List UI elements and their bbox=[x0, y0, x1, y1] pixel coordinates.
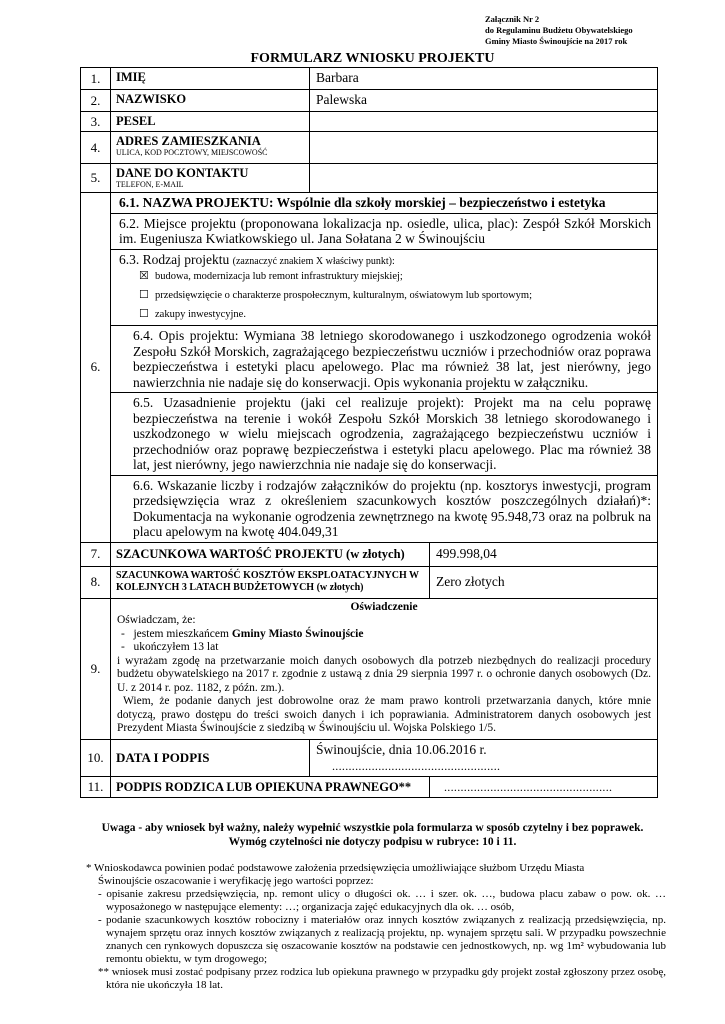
operating-costs-value[interactable]: Zero złotych bbox=[430, 566, 658, 598]
annex-note bbox=[485, 14, 633, 47]
estimated-value-label: SZACUNKOWA WARTOŚĆ PROJEKTU (w złotych) bbox=[111, 542, 430, 566]
contact-label-cell bbox=[111, 164, 310, 193]
bullet-text: jestem mieszkańcem bbox=[133, 627, 229, 640]
row-number: 3. bbox=[81, 112, 111, 132]
declaration-title: Oświadczenie bbox=[350, 600, 418, 613]
row-project-description bbox=[81, 193, 658, 543]
declaration-consent: i wyrażam zgodę na przetwarzanie moich danych osobowych dla potrzeb niezbędnych do realizacji procedury budżetu obywatelskiego na 2017 r. zgodnie z ustawą z dnia 29 sierpnia 1997 r. o ochronie danych osobowych (Dz. U. z 2014 r. poz. 1182, z późn. zm.). bbox=[117, 654, 652, 694]
footnote-1a: * Wnioskodawca powinien podać podstawowe założenia przedsięwzięcia umożliwiające służbom Urzędu Miasta bbox=[86, 862, 585, 874]
row-contact bbox=[81, 164, 658, 193]
annex-line-1: Załącznik Nr 2 bbox=[485, 14, 540, 24]
row-estimated-value bbox=[81, 542, 658, 566]
row-number: 7. bbox=[81, 542, 111, 566]
row-number: 5. bbox=[81, 164, 111, 193]
project-attachments[interactable]: 6.6. Wskazanie liczby i rodzajów załączników do projektu (np. kosztorys inwestycji, program przedsięwzięcia wraz z określeniem szacunkowych kosztów poszczególnych działań)*: Dokumentacja na wykonanie ogrodzenia zewnętrznego na kwotę 95.948,73 oraz na polbruk na placu apelowym na kwotę 404.049,31 bbox=[133, 477, 652, 539]
first-name-value[interactable]: Barbara bbox=[310, 68, 658, 90]
footnotes bbox=[86, 862, 666, 992]
checkbox-icon[interactable]: ☐ bbox=[139, 308, 149, 320]
row-number: 2. bbox=[81, 90, 111, 112]
annex-line-3: Gminy Miasto Świnoujście na 2017 rok bbox=[485, 36, 628, 46]
address-label-cell bbox=[111, 132, 310, 164]
guardian-signature-value[interactable] bbox=[430, 776, 658, 797]
annex-line-2: do Regulaminu Budżetu Obywatelskiego bbox=[485, 25, 633, 35]
date-signature-value[interactable] bbox=[310, 739, 658, 776]
bullet-bold: Gminy Miasto Świnoujście bbox=[231, 627, 364, 640]
row-operating-costs bbox=[81, 566, 658, 598]
declaration-intro: Oświadczam, że: bbox=[117, 614, 196, 626]
contact-value[interactable] bbox=[310, 164, 658, 193]
declaration bbox=[111, 598, 658, 739]
row-date-signature bbox=[81, 739, 658, 776]
project-justification[interactable]: 6.5. Uzasadnienie projektu (jaki cel realizuje projekt): Projekt ma na celu poprawę bezpieczeństwa na terenie i wokół Zespołu Szkół Morskich 38 letniego skorodowanego i uszkodzonego w wielu miejscach ogrodzenia, zagrażającego bezpieczeństwu uczniów i przechodniów oraz poprawę bezpieczeństwa i estetyki placu apelowego. Plac ma również 38 lat, jest nierówny, jego nawierzchnia nie nadaje się do konserwacji. bbox=[111, 393, 657, 476]
estimated-value[interactable]: 499.998,04 bbox=[430, 542, 658, 566]
bullet-text: ukończyłem 13 lat bbox=[133, 641, 219, 653]
option-label: budowa, modernizacja lub remont infrastruktury miejskiej; bbox=[155, 271, 403, 282]
operating-costs-label: SZACUNKOWA WARTOŚĆ KOSZTÓW EKSPLOATACYJNYCH W KOLEJNYCH 3 LATACH BUDŻETOWYCH (w złotych) bbox=[111, 566, 430, 598]
signature-line: ................................................... bbox=[444, 779, 613, 794]
contact-sublabel: TELEFON, E-MAIL bbox=[116, 180, 184, 189]
project-name-label: 6.1. NAZWA PROJEKTU: bbox=[119, 195, 274, 210]
signature-line: ................................................... bbox=[332, 758, 501, 773]
address-value[interactable] bbox=[310, 132, 658, 164]
declaration-bullet: - jestem mieszkańcem Gminy Miasto Świnoujście bbox=[121, 627, 364, 640]
form-title: FORMULARZ WNIOSKU PROJEKTU bbox=[250, 51, 495, 66]
validity-warning bbox=[85, 821, 660, 849]
row-number: 9. bbox=[81, 598, 111, 739]
row-number: 1. bbox=[81, 68, 111, 90]
address-sublabel: ULICA, KOD POCZTOWY, MIEJSCOWOŚĆ bbox=[116, 148, 268, 157]
project-type-option[interactable] bbox=[119, 288, 651, 303]
checkbox-icon[interactable]: ☐ bbox=[139, 289, 149, 301]
warning-line-1: Uwaga - aby wniosek był ważny, należy wypełnić wszystkie pola formularza w sposób czytelny i bez poprawek. bbox=[101, 822, 644, 834]
address-label: ADRES ZAMIESZKANIA bbox=[116, 134, 261, 148]
checked-checkbox-icon[interactable]: ☒ bbox=[139, 270, 149, 282]
project-type-option[interactable] bbox=[119, 307, 651, 322]
project-location[interactable]: 6.2. Miejsce projektu (proponowana lokalizacja np. osiedle, ulica, plac): Zespół Szkół Morskich im. Eugeniusza Kwiatkowskiego ul. Jana Sołatana 2 w Świnoujściu bbox=[111, 214, 657, 250]
footnote-2: - opisanie zakresu przedsięwzięcia, np. remont ulicy o długości ok. … i szer. ok. …, budowa placu zabaw o pow. ok. … wyposażonego w następujące elementy: …; organizacja zajęć edukacyjnych dla ok. … osób, bbox=[98, 888, 666, 913]
guardian-signature-label: PODPIS RODZICA LUB OPIEKUNA PRAWNEGO** bbox=[111, 776, 430, 797]
row-pesel bbox=[81, 112, 658, 132]
option-label: zakupy inwestycyjne. bbox=[155, 309, 246, 320]
project-type bbox=[111, 250, 657, 327]
row-first-name bbox=[81, 68, 658, 90]
row-number: 11. bbox=[81, 776, 111, 797]
row-declaration bbox=[81, 598, 658, 739]
last-name-value[interactable]: Palewska bbox=[310, 90, 658, 112]
declaration-data-info: Wiem, że podanie danych jest dobrowolne oraz że mam prawo kontroli przetwarzania danych, które mnie dotyczą, prawo dostępu do treści swoich danych i ich poprawiania. Administratorem danych osobowych jest Prezydent Miasta Świnoujście z siedzibą w Świnoujściu ul. Wojska Polskiego 1/5. bbox=[117, 695, 652, 734]
pesel-value[interactable] bbox=[310, 112, 658, 132]
footnote-3: - podanie szacunkowych kosztów robocizny i materiałów oraz innych kosztów związanych z realizacją przedsięwzięcia, np. wynajem sprzętu oraz innych kosztów związanych z realizacją projektu, np. wynajem sprzętu sali. W przypadku powszechnie znanych cen rynkowych dopuszcza się oszacowanie kosztów na podstawie cen jednostkowych, np. wg 1m² wybudowania lub remontu obiektu, w tym drogowego; bbox=[98, 914, 666, 965]
row-address bbox=[81, 132, 658, 164]
project-type-hint: (zaznaczyć znakiem X właściwy punkt): bbox=[232, 255, 395, 267]
row-number: 10. bbox=[81, 739, 111, 776]
footnote-1b: Świnoujście oszacowanie i weryfikację jego wartości poprzez: bbox=[98, 875, 374, 887]
warning-line-2: Wymóg czytelności nie dotyczy podpisu w rubryce: 10 i 11. bbox=[228, 836, 517, 848]
option-label: przedsięwzięcie o charakterze prospołecznym, kulturalnym, oświatowym lub sportowym; bbox=[155, 290, 533, 301]
declaration-bullet: - ukończyłem 13 lat bbox=[121, 641, 219, 653]
project-type-label: 6.3. Rodzaj projektu bbox=[119, 251, 230, 267]
row-guardian-signature bbox=[81, 776, 658, 797]
project-description[interactable]: 6.4. Opis projektu: Wymiana 38 letniego skorodowanego i uszkodzonego ogrodzenia wokół Zespołu Szkół Morskich, zagrażającego bezpieczeństwu uczniów i przechodniów oraz poprawa bezpieczeństwa i estetyki placu apelowego. Plac ma również 38 lat, jest nierówny, jego nawierzchnia nie nadaje się do konserwacji. Opis wykonania projektu w załączniku. bbox=[111, 326, 657, 393]
contact-label: DANE DO KONTAKTU bbox=[116, 166, 249, 180]
project-type-option[interactable] bbox=[119, 269, 651, 284]
row-number: 4. bbox=[81, 132, 111, 164]
row-number: 6. bbox=[81, 193, 111, 543]
date-signature-label: DATA I PODPIS bbox=[111, 739, 310, 776]
row-number: 8. bbox=[81, 566, 111, 598]
application-form-table bbox=[80, 67, 658, 798]
row-last-name bbox=[81, 90, 658, 112]
pesel-label: PESEL bbox=[111, 112, 310, 132]
project-name-value[interactable]: Wspólnie dla szkoły morskiej – bezpieczeństwo i estetyka bbox=[276, 195, 606, 210]
project-section bbox=[111, 193, 658, 543]
first-name-label: IMIĘ bbox=[111, 68, 310, 90]
footnote-4: ** wniosek musi zostać podpisany przez rodzica lub opiekuna prawnego w przypadku gdy projekt został zgłoszony przez osobę, która nie ukończyła 18 lat. bbox=[98, 966, 666, 991]
project-name bbox=[111, 193, 657, 214]
last-name-label: NAZWISKO bbox=[111, 90, 310, 112]
date-value: Świnoujście, dnia 10.06.2016 r. bbox=[316, 741, 487, 757]
